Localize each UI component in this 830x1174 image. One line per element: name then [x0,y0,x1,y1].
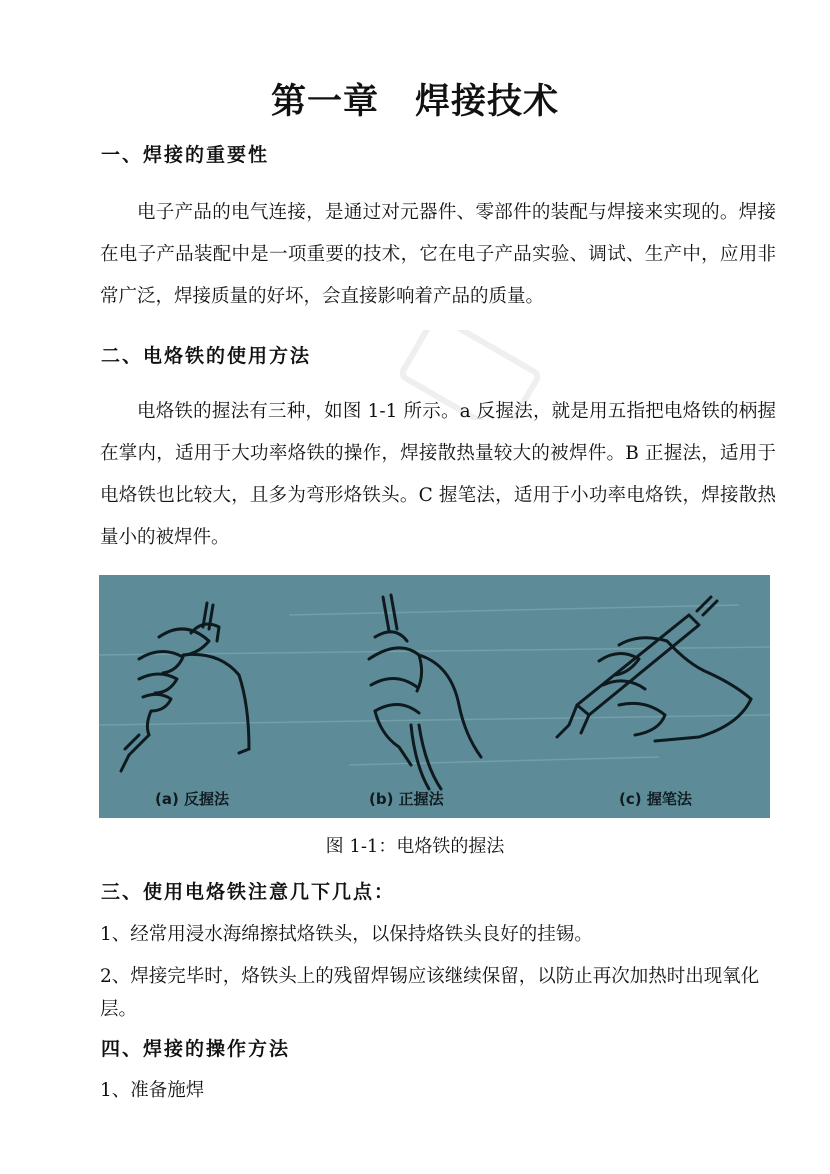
section-heading-1: 一、焊接的重要性 [101,144,270,166]
notice-item-2: 2、焊接完毕时，烙铁头上的残留焊锡应该继续保留，以防止再次加热时出现氧化层。 [100,966,760,1020]
normal-grip-hand [369,595,481,789]
figure-label-c: (c) 握笔法 [619,790,692,808]
pen-grip-hand [557,597,751,741]
notice-item-1: 1、经常用浸水海绵擦拭烙铁头，以保持烙铁头良好的挂锡。 [100,924,593,945]
figure-caption: 图 1-1：电烙铁的握法 [325,836,505,857]
chapter-title: 第一章 焊接技术 [270,82,559,122]
section-paragraph-2: 电烙铁的握法有三种，如图 1-1 所示。a 反握法，就是用五指把电烙铁的柄握在掌内，适用于大功率烙铁的操作，焊接散热量较大的被焊件。B 正握法，适用于电烙铁也比较大，且多为弯形烙铁头。C 握笔法，适用于小功率电烙铁，焊接散热量小的被焊件。 [100,401,776,548]
reverse-grip-hand [121,603,249,771]
section-heading-2: 二、电烙铁的使用方法 [101,345,312,367]
section-heading-4: 四、焊接的操作方法 [101,1038,291,1060]
soldering-iron-grip-figure [99,575,770,818]
section-paragraph-1: 电子产品的电气连接，是通过对元器件、零部件的装配与焊接来实现的。焊接在电子产品装配中是一项重要的技术，它在电子产品实验、调试、生产中，应用非常广泛，焊接质量的好坏，会直接影响着产品的质量。 [100,202,776,307]
figure-label-b: (b) 正握法 [369,790,444,808]
figure-illustration [99,575,770,818]
section-heading-3: 三、使用电烙铁注意几下几点： [101,881,396,903]
watermark-icon [400,330,540,420]
operation-step-1: 1、准备施焊 [100,1080,205,1101]
figure-label-a: (a) 反握法 [155,790,230,808]
